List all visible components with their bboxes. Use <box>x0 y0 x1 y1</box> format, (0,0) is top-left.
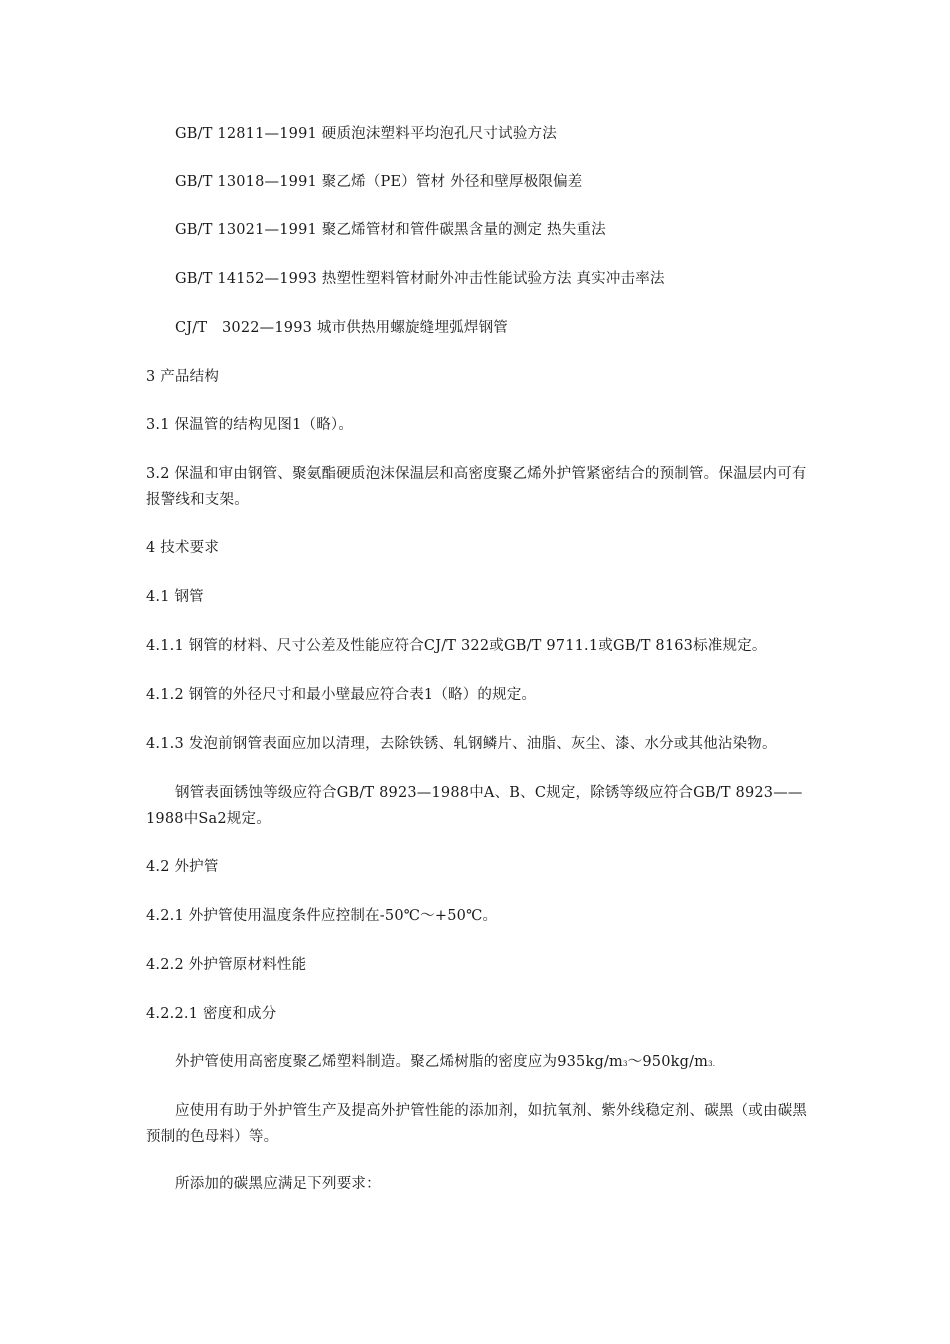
reference-item: GB/T 13018—1991 聚乙烯（PE）管材 外径和壁厚极限偏差 <box>175 174 583 190</box>
section-heading: 3 产品结构 <box>146 369 220 385</box>
section-heading: 4 技术要求 <box>146 540 220 556</box>
subsection-heading: 4.2 外护管 <box>146 859 219 875</box>
density-exponent: 3 <box>622 1060 628 1068</box>
paragraph: 4.1.2 钢管的外径尺寸和最小壁最应符合表1（略）的规定。 <box>146 687 537 703</box>
subsection-heading: 4.1 钢管 <box>146 589 204 605</box>
subsection-heading: 4.2.2 外护管原材料性能 <box>146 957 307 973</box>
density-text: 外护管使用高密度聚乙烯塑料制造。聚乙烯树脂的密度应为935kg/m <box>175 1054 623 1070</box>
reference-item: GB/T 12811—1991 硬质泡沫塑料平均泡孔尺寸试验方法 <box>175 126 557 142</box>
paragraph: 3.1 保温管的结构见图1（略）。 <box>146 417 354 433</box>
paragraph: 4.1.3 发泡前钢管表面应加以清理，去除铁锈、轧钢鳞片、油脂、灰尘、漆、水分或其他沾染物。 <box>146 736 777 752</box>
reference-item: GB/T 13021—1991 聚乙烯管材和管件碳黑含量的测定 热失重法 <box>175 222 606 238</box>
paragraph: 4.2.1 外护管使用温度条件应控制在-50℃～+50℃。 <box>146 908 498 924</box>
paragraph: 应使用有助于外护管生产及提高外护管性能的添加剂，如抗氧剂、紫外线稳定剂、碳黑（或由碳黑预制的色母料）等。 <box>146 1103 808 1145</box>
reference-item: GB/T 14152—1993 热塑性塑料管材耐外冲击性能试验方法 真实冲击率法 <box>175 271 665 287</box>
paragraph: 所添加的碳黑应满足下列要求： <box>175 1176 381 1192</box>
paragraph: 4.1.1 钢管的材料、尺寸公差及性能应符合CJ/T 322或GB/T 9711.1或GB/T 8163标准规定。 <box>146 638 767 654</box>
paragraph <box>175 1052 715 1074</box>
reference-item: CJ/T 3022—1993 城市供热用螺旋缝埋弧焊钢管 <box>175 320 508 336</box>
subsection-heading: 4.2.2.1 密度和成分 <box>146 1006 277 1022</box>
density-text: ～950kg/m <box>627 1054 709 1070</box>
paragraph: 3.2 保温和审由钢管、聚氨酯硬质泡沫保温层和高密度聚乙烯外护管紧密结合的预制管。保温层内可有报警线和支架。 <box>146 466 807 508</box>
density-exponent: 3. <box>708 1060 716 1068</box>
paragraph: 钢管表面锈蚀等级应符合GB/T 8923—1988中A、B、C规定，除锈等级应符合GB/T 8923——1988中Sa2规定。 <box>146 785 803 827</box>
